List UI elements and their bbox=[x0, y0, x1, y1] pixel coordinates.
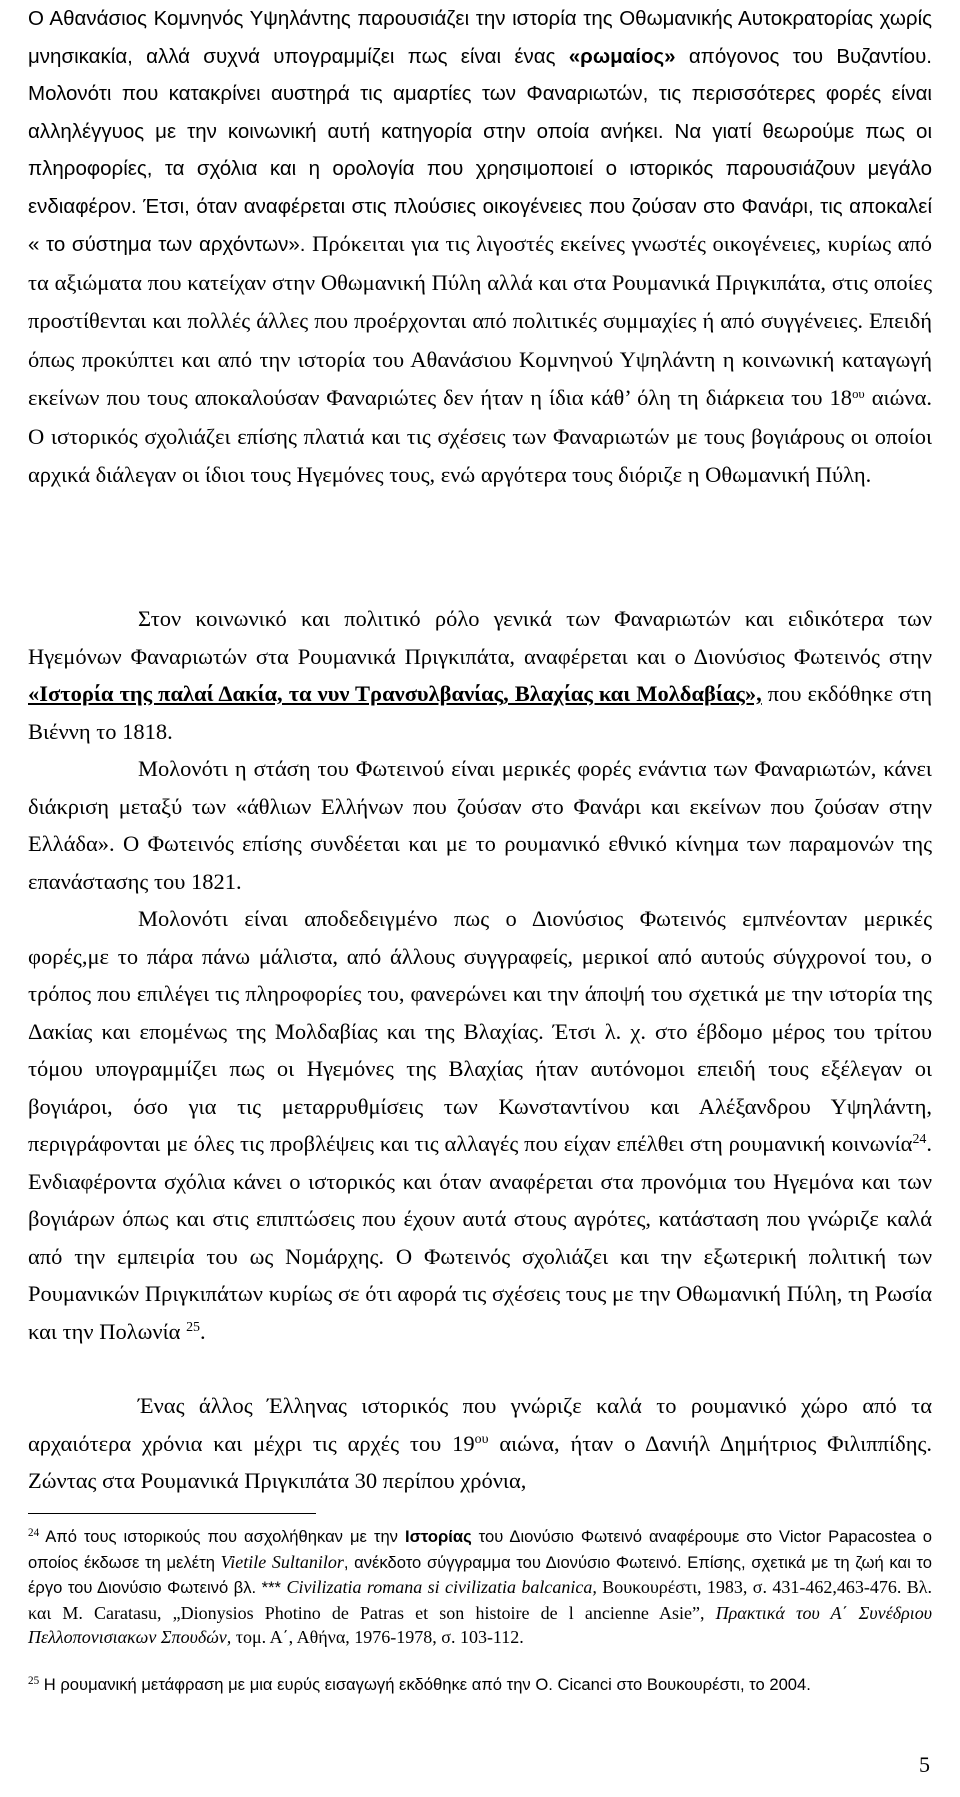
footnote-24-number: 24 bbox=[28, 1526, 40, 1539]
p1-bold-romaios: «ρωμαίος» bbox=[568, 44, 676, 68]
footnote-25-text: Η ρουμανική μετάφραση με μια ευρύς εισαγωγή εκδόθηκε από την O. Cicanci στο Βουκουρέστι, το 2004. bbox=[39, 1675, 811, 1694]
p4-footnote-ref-24[interactable]: 24 bbox=[912, 1132, 927, 1148]
footnote-24-text-2: του Διονύσιο Φωτεινό αναφέρουμε στο Victor Papacostea ο οποίος έκδωσε τη μελέτη bbox=[28, 1527, 932, 1572]
footnote-24-italic-3: Πρακτικά του Α΄ Συνέδριου Πελλοπονισιακων Σπουδών, bbox=[28, 1602, 932, 1648]
paragraph-1 bbox=[28, 0, 932, 495]
page-number: 5 bbox=[919, 1752, 930, 1777]
p5-superscript-ou: ου bbox=[474, 1431, 489, 1447]
footnote-24-text-4: Βουκουρέστι, 1983, σ. 431-462,463-476. Βλ. και M. Caratasu, „Dionysios Photino de Patras et son histoire de l ancienne Asie”, bbox=[28, 1577, 932, 1623]
footnote-24-bold: Ιστορίας bbox=[404, 1527, 472, 1546]
p3-text-1: Μολονότι η στάση του Φωτεινού είναι μερικές φορές ενάντια των Φαναριωτών, κάνει διάκριση μεταξύ των «άθλιων Ελλήνων που ζούσαν στο Φανάρι και εκείνων που ζούσαν στην Ελλάδα». Ο Φωτεινός επίσης συνδέεται και με το ρουμανικό εθνικό κίνημα των παραμονών της επανάστασης του 1821. bbox=[28, 756, 932, 894]
p4-text-3: . bbox=[200, 1318, 206, 1344]
p1-superscript-ou: ου bbox=[852, 387, 865, 402]
p1-text-3: Πρόκειται για τις λιγοστές εκείνες γνωστές οικογένειες, κυρίως από τα αξιώματα που κατείχαν στην Οθωμανική Πύλη αλλά και στα Ρουμανικά Πριγκιπάτα, στις οποίες προστίθενται και πολλές άλλες που προέρχονται από πολιτικές συμμαχίες ή από συγγένειες. Επειδή όπως προκύπτει και από την ιστορία του Αθανάσιου Κομνηνού Υψηλάντη η κοινωνική καταγωγή εκείνων που τους αποκαλούσαν Φαναριώτες δεν ήταν η ίδια κάθ’ όλη τη διάρκεια του 18 bbox=[28, 231, 932, 410]
paragraph-4 bbox=[28, 900, 932, 1350]
footnote-24-text-5: τομ. Α΄, Αθήνα, 1976-1978, σ. 103-112. bbox=[231, 1627, 524, 1648]
p1-text-4: αιώνα. Ο ιστορικός σχολιάζει επίσης πλατιά και τις σχέσεις των Φαναριωτών με τους βογιάρους οι οποίοι αρχικά διάλεγαν οι ίδιοι τους Ηγεμόνες τους, ενώ αργότερα τους διόριζε η Οθωμανική Πύλη. bbox=[28, 385, 932, 487]
paragraph-2 bbox=[28, 600, 932, 750]
footnote-separator bbox=[28, 1513, 316, 1514]
p5-text-2: αιώνα, ήταν ο Δανιήλ Δημήτριος Φιλιππίδης. Ζώντας στα Ρουμανικά Πριγκιπάτα 30 περίπου χρόνια, bbox=[28, 1430, 932, 1493]
footnote-25-number: 25 bbox=[28, 1674, 40, 1687]
footnote-24 bbox=[28, 1524, 932, 1650]
footnote-24-italic-2: Civilizatia romana si civilizatia balcanica, bbox=[286, 1577, 597, 1598]
p5-text-1: Ένας άλλος Έλληνας ιστορικός που γνώριζε καλά το ρουμανικό χώρο από τα αρχαιότερα χρόνια και μέχρι τις αρχές του 19 bbox=[28, 1393, 932, 1456]
footnote-24-text-3: , ανέκδοτο σύγγραμμα του Διονύσιο Φωτεινό. Επίσης, σχετικά με τη ζωή και το έργο του Διονύσιο Φωτεινό βλ. *** bbox=[28, 1552, 932, 1598]
p2-bold-book-title: «Ιστορία της παλαί Δακία, τα νυν Τρανσυλβανίας, Βλαχίας και Μολδαβίας», bbox=[28, 681, 762, 706]
paragraph-3 bbox=[28, 750, 932, 900]
footnote-24-italic-1: Vietile Sultanilor bbox=[220, 1551, 344, 1572]
p2-text-1: Στον κοινωνικό και πολιτικό ρόλο γενικά των Φαναριωτών και ειδικότερα των Ηγεμόνων Φαναριωτών στα Ρουμανικά Πριγκιπάτα, αναφέρεται και ο Διονύσιος Φωτεινός στην bbox=[28, 606, 932, 669]
p4-footnote-ref-25[interactable]: 25 bbox=[186, 1319, 201, 1335]
p2-text-2: που εκδόθηκε στη Βιέννη το 1818. bbox=[28, 681, 932, 744]
p1-text-1: Ο Αθανάσιος Κομνηνός Υψηλάντης παρουσιάζει την ιστορία της Οθωμανικής Αυτοκρατορίας χωρίς μνησικακία, αλλά συχνά υπογραμμίζει πως είναι ένας bbox=[28, 7, 932, 68]
paragraph-5 bbox=[28, 1387, 932, 1500]
p4-text-2: . Ενδιαφέροντα σχόλια κάνει ο ιστορικός και όταν αναφέρεται στα προνόμια του Ηγεμόνα και των βογιάρων όπως και στις επιπτώσεις που έχουν αυτά στους αγρότες, κατάσταση που γνώριζε καλά από την εμπειρία του ως Νομάρχης. Ο Φωτεινός σχολιάζει και την εξωτερική πολιτική των Ρουμανικών Πριγκιπάτων κυρίως σε ότι αφορά τις σχέσεις τους με την Οθωμανική Πύλη, τη Ρωσία και την Πολωνία bbox=[28, 1131, 932, 1344]
p1-text-2: απόγονος του Βυζαντίου. Μολονότι που κατακρίνει αυστηρά τις αμαρτίες των Φαναριωτών, τις περισσότερες φορές είναι αλληλέγγυος με την κοινωνική αυτή κατηγορία στην οποία ανήκει. Να γιατί θεωρούμε πως οι πληροφορίες, τα σχόλια και η ορολογία που χρησιμοποιεί ο ιστορικός παρουσιάζουν μεγάλο ενδιαφέρον. Έτσι, όταν αναφέρεται στις πλούσιες οικογένειες που ζούσαν στο Φανάρι, τις αποκαλεί « το σύστημα των αρχόντων». bbox=[28, 44, 932, 256]
footnote-24-text-1: Από τους ιστορικούς που ασχολήθηκαν με την bbox=[39, 1527, 405, 1546]
footnote-25 bbox=[28, 1672, 932, 1698]
p4-text-1: Μολονότι είναι αποδεδειγμένο πως ο Διονύσιος Φωτεινός εμπνέονταν μερικές φορές,με το πάρα πάνω μάλιστα, από άλλους συγγραφείς, μερικοί από αυτούς σύγχρονοί του, ο τρόπος που επιλέγει τις πληροφορίες του, φανερώνει και την άποψή του σχετικά με την ιστορία της Δακίας και επομένως της Μολδαβίας και της Βλαχίας. Έτσι λ. χ. στο έβδομο μέρος του τρίτου τόμου υπογραμμίζει πως οι Ηγεμόνες της Βλαχίας ήταν αυτόνομοι επειδή τους εξέλεγαν οι βογιάροι, όσο για τις μεταρρυθμίσεις των Κωνσταντίνου και Αλέξανδρου Υψηλάντη, περιγράφονται με όλες τις προβλέψεις και τις αλλαγές που είχαν επέλθει στη ρουμανική κοινωνία bbox=[28, 906, 932, 1156]
